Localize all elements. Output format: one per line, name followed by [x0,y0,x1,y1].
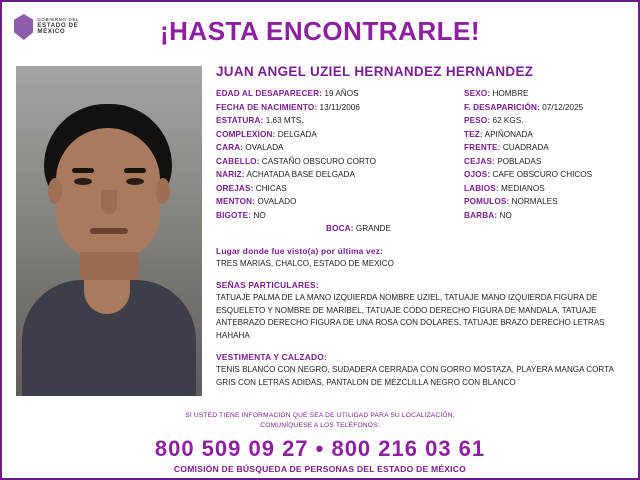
marks-title: SEÑAS PARTICULARES: [216,280,319,291]
attribute-label: PESO: [464,116,491,125]
attribute-label: BARBA: [464,210,498,220]
attribute-value: 07/12/2025 [542,102,584,112]
logo-text [37,18,100,36]
photo-ear-left [48,178,62,204]
attribute-row-boca [216,222,624,236]
contact-note-line2: COMUNÍQUESE A LOS TELÉFONOS: [260,421,380,429]
attribute-value: CUADRADA [502,143,549,152]
person-photo [16,66,202,396]
poster-header [2,2,638,54]
attribute-value: MEDIANOS [501,183,545,193]
distinguishing-marks-block [216,280,624,342]
clothing-text: TENIS BLANCO CON NEGRO, SUDADERA CERRADA CON GORRO MOSTAZA, PLAYERA MANGA CORTA GRIS CON LETRAS ADIDAS, PANTALON DE MEZCLILLA NEGRO CON BLANCO [216,365,614,388]
attribute-label: FRENTE: [464,143,501,152]
attribute-label: CEJAS: [464,156,495,166]
attribute-label: BOCA: [326,224,354,233]
contact-note [2,411,638,430]
attribute-value: 13/11/2006 [319,102,360,112]
commission-name: COMISIÓN DE BÚSQUEDA DE PERSONAS DEL ESTADO DE MÉXICO [173,464,467,474]
attribute-row [216,101,454,115]
attribute-row [216,141,454,155]
attribute-label: OREJAS: [216,183,254,193]
contact-phone-numbers: 800 509 09 27 • 800 216 03 61 [154,436,486,461]
attribute-label: SEXO: [464,89,491,98]
attribute-value: OVALADA [245,143,284,152]
government-logo [14,10,100,44]
attribute-label: TEZ: [464,129,483,139]
attribute-value: ACHATADA BASE DELGADA [246,170,355,179]
attribute-row [216,209,454,223]
page-title: ¡HASTA ENCONTRARLE! [159,16,481,46]
poster-footer [2,411,638,474]
photo-nose [101,190,117,214]
photo-shirt [22,280,196,396]
attribute-row [216,155,454,169]
attribute-value: 19 AÑOS [324,89,359,98]
attribute-row [464,182,624,196]
attribute-value: CHICAS [255,183,287,193]
attribute-row [464,195,624,209]
attribute-value: HOMBRE [492,89,529,98]
attribute-label: COMPLEXION: [216,129,276,139]
person-name: JUAN ANGEL UZIEL HERNANDEZ HERNANDEZ [216,64,534,79]
attribute-value: APIÑONADA [484,129,533,139]
attribute-row [464,209,624,223]
attribute-row [464,87,624,101]
attribute-label: ESTATURA: [216,116,264,125]
attribute-value: DELGADA [277,129,317,139]
photo-mouth [90,228,128,234]
attribute-label: FECHA DE NACIMIENTO: [216,102,318,112]
attribute-value: 1.63 MTS. [265,116,304,125]
last-seen-title: Lugar donde fue visto(a) por última vez: [216,245,384,256]
attribute-value: NORMALES [511,197,558,206]
logo-line1: GOBIERNO DEL [37,17,80,23]
attribute-row [216,195,454,209]
photo-eye-right [126,178,144,185]
poster-body [2,54,638,390]
attribute-label: NARIZ: [216,170,245,179]
attribute-label: CABELLO: [216,156,260,166]
attribute-label: CARA: [216,143,244,152]
logo-line2: ESTADO DE MÉXICO [37,21,79,36]
attribute-value: CAFE OBSCURO CHICOS [492,170,593,179]
marks-text: TATUAJE PALMA DE LA MANO IZQUIERDA NOMBRE UZIEL, TATUAJE MANO IZQUIERDA FIGURA DE ESQUELETO Y NOMBRE DE MARIBEL, TATUAJE CODO DERECHO FIGURA DE MANDALA, TATUAJE ANTEBRAZO DERECHO FIGURA DE UNA ROSA CON DOLARES, TATUAJE BRAZO DERECHO LETRAS HAHAHA [216,293,605,340]
photo-brow-right [124,168,146,173]
attribute-value: NO [499,210,512,220]
attribute-value: CASTAÑO OBSCURO CORTO [261,156,376,166]
state-seal-icon [14,14,33,40]
contact-note-line1: SI USTED TIENE INFORMACIÓN QUE SEA DE UTILIDAD PARA SU LOCALIZACIÓN, [185,412,455,419]
attribute-label: MENTON: [216,197,256,206]
attribute-row [464,155,624,169]
attribute-row [216,128,454,142]
photo-eye-left [74,178,92,185]
last-seen-text: TRES MARIAS, CHALCO, ESTADO DE MEXICO [216,258,394,268]
person-details [216,54,624,390]
attribute-value: 62 KGS. [492,116,524,125]
attribute-label: POMULOS: [464,197,510,206]
photo-brow-left [72,168,94,173]
attribute-row [216,87,454,101]
last-seen-block [216,246,624,271]
attribute-row [464,141,624,155]
photo-ear-right [156,178,170,204]
attribute-row [216,114,454,128]
attribute-value: GRANDE [355,224,391,233]
attribute-row [216,182,454,196]
attribute-row [464,128,624,142]
attribute-row [464,101,624,115]
attributes-left-column [216,87,454,222]
attribute-row [464,114,624,128]
attribute-label: OJOS: [464,170,491,179]
attribute-value: POBLADAS [497,156,542,166]
attribute-label: BIGOTE: [216,210,252,220]
attributes-right-column [464,87,624,222]
attribute-label: EDAD AL DESAPARECER: [216,89,323,98]
attributes-columns [216,87,624,222]
attribute-value: OVALADO [257,197,297,206]
clothing-title: VESTIMENTA Y CALZADO: [216,352,327,363]
clothing-block [216,352,624,389]
attribute-value: NO [253,210,266,220]
attribute-row [216,168,454,182]
attribute-label: F. DESAPARICIÓN: [464,102,540,112]
attribute-label: LABIOS: [464,183,499,193]
attribute-row [464,168,624,182]
